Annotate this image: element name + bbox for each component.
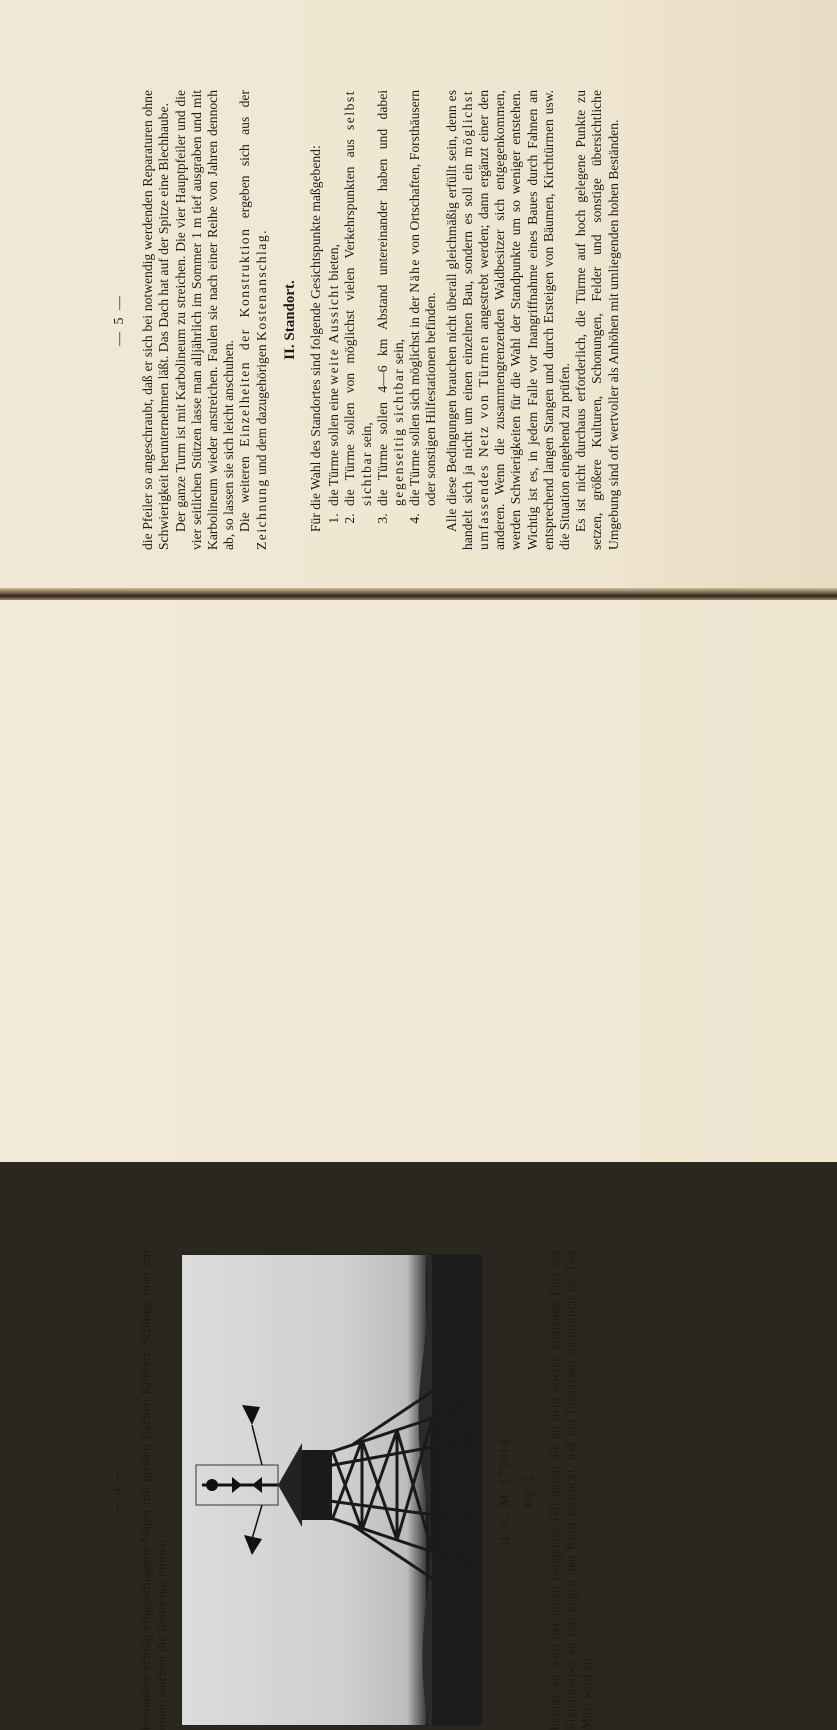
figure-label: Fig. 1. [520, 1472, 536, 1508]
tower-illustration [182, 1255, 482, 1725]
right-page-5 [0, 0, 837, 590]
paragraph-construction-details [237, 90, 269, 550]
list-item: 3. die Türme sollen 4—6 km Abstand untereinander haben und dabei gegenseitig sichtbar sein, [375, 90, 407, 510]
text-run: ergeben sich aus der [237, 90, 253, 219]
section-heading: II. Standort. [281, 280, 298, 360]
spaced-text: Zeichnung [253, 478, 269, 550]
text-run: angestrebt werden; dann ergänzt einer den anderen. Wenn die zusammengrenzenden Waldbesitzer sich entgegenkommen, werden Schwierigkeiten für die Wahl der Standpunkte um so weniger entstehen. Wichtig ist es, in jedem Falle vor Inangriffnahme eines Baues durch Fahnen an entsprechend langen Stangen und durch Ersteigen von Bäumen, Kirchtürmen usw. die Situation eingehend zu prüfen. [476, 89, 573, 550]
paragraph-karbolineum: Der ganze Turm ist mit Karbolineum zu streichen. Die vier Hauptpfeiler und die vier seitlichen Stützen lasse man alljährlich im Sommer 1 m tief ausgraben und mit Karbolineum wieder anstreichen. Faulen sie nach einer Reihe von Jahren dennoch ab, so lassen sie sich leicht anschuhen. [172, 90, 237, 550]
text-run: Die weiteren [237, 456, 253, 532]
figure-caption: D. G. M. 175918. [496, 1433, 512, 1547]
criteria-list [326, 90, 439, 550]
page-5-text-block [112, 90, 752, 550]
spaced-text: Einzelheiten der Konstruktion [237, 227, 253, 447]
text-run: und dem dazugehörigen [253, 344, 269, 475]
paragraph-conditions [444, 90, 574, 550]
tower-photograph [181, 1254, 483, 1726]
paragraph-criteria-intro: Für die Wahl des Standortes sind folgende Gesichtspunkte maßgebend: [308, 145, 324, 532]
paragraph-elevation: Es ist nicht durchaus erforderlich, die Türme auf hoch gelegene Punkte zu setzen, größere Kulturen, Schonungen, Felder und sonstige übersichtliche Umgebung sind oft wertvoller als Anhöhen mit umliegenden hohen Beständen. [573, 90, 621, 550]
spaced-text: möglichst umfassendes Netz von Türmen [459, 89, 492, 550]
page-number: — 4 — [110, 1464, 125, 1516]
paragraph-roof: die Pfeiler so angeschraubt, daß er sich bei notwendig werdenden Reparaturen ohne Schwierigkeit herunternehmen läßt. Das Dach hat auf der Spitze eine Blechhaube. [140, 90, 172, 550]
list-item: 2. die Türme sollen von möglichst vielen Verkehrspunkten aus selbst sichtbar sein, [342, 90, 374, 510]
spaced-text: Kostenanschlag. [253, 228, 269, 341]
text-run: Alle diese Bedingungen brauchen nicht überall gleichmäßig erfüllt sein, denn es handelt sich ja nicht um einen einzelnen Bau, sondern es soll ein [443, 90, 475, 550]
page-4-text-block [110, 1250, 750, 1730]
paragraph-mast: herum, so wird der unten hängende Teil durch die an dem oberen ziehende Last der Signalkörper so fest gegen den Kopf gedrückt, daß ein Loslassen unmöglich ist. Der Mast wird an [547, 1250, 595, 1730]
paragraph-nails: besondere schräg eingeschlagene Nägel mit großen flachen Köpfen. Schlingt man um einen solchen die Leine nur einmal [138, 1250, 170, 1730]
left-page-4 [0, 600, 837, 1730]
page-number: — 5 — [112, 294, 127, 346]
list-item: 4. die Türme sollen sich möglichst in der Nähe von Ortschaften, Forsthäusern oder sonstigen Hilfestationen befinden. [407, 90, 439, 510]
list-item: 1. die Türme sollen eine weite Aussicht bieten, [326, 90, 342, 510]
